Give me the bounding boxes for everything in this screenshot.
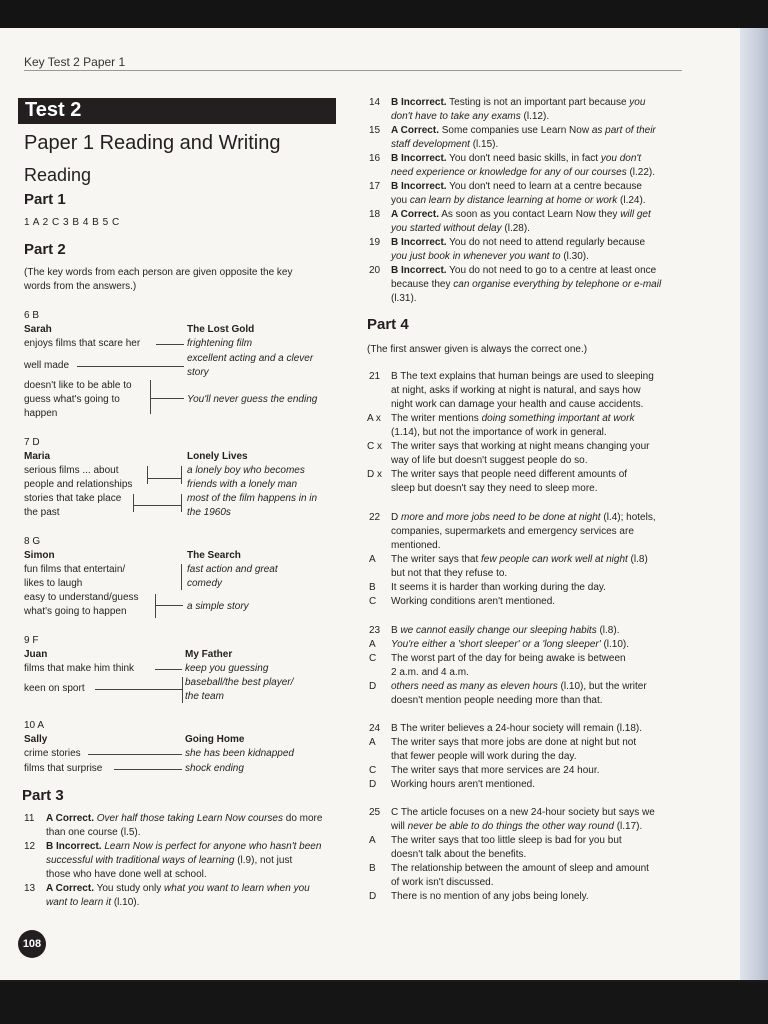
answer-text: (l.30). bbox=[560, 251, 589, 262]
answer-lead: B Incorrect. bbox=[46, 841, 102, 852]
answer-quote: successful with traditional ways of learning bbox=[46, 855, 235, 866]
answer-text: Testing is not an important part because bbox=[446, 97, 630, 108]
film-title: My Father bbox=[185, 649, 233, 660]
connector-line bbox=[114, 769, 182, 770]
answer-line bbox=[391, 250, 589, 263]
answer-line bbox=[391, 138, 498, 151]
answer-lead: A Correct. bbox=[46, 813, 94, 824]
answer-line: C The article focuses on a new 24-hour society but says we bbox=[391, 807, 655, 818]
answer-line: way of life but doesn't suggest people do so. bbox=[391, 455, 588, 466]
connector-line bbox=[155, 669, 182, 670]
question-number: 19 bbox=[369, 237, 381, 248]
answer-line bbox=[391, 152, 641, 165]
answer-line: The worst part of the day for being awake is between bbox=[391, 653, 626, 664]
key-phrase: keen on sport bbox=[24, 683, 85, 694]
question-number: 22 bbox=[369, 512, 381, 523]
answer-text: (l.24). bbox=[617, 195, 646, 206]
part1-heading: Part 1 bbox=[24, 191, 66, 208]
answer-phrase: comedy bbox=[187, 578, 223, 589]
answer-line: those who have done well at school. bbox=[46, 869, 207, 880]
answer-quote: doing something important at work bbox=[481, 413, 635, 424]
answer-text: (l.17). bbox=[613, 821, 643, 832]
answer-line bbox=[391, 222, 530, 235]
answer-lead: B Incorrect. bbox=[391, 97, 447, 108]
person-name: Maria bbox=[24, 451, 51, 462]
answer-line bbox=[391, 412, 634, 425]
option-letter: A bbox=[369, 554, 376, 565]
answer-line: sleep but doesn't say they need to sleep more. bbox=[391, 483, 598, 494]
answer-phrase: most of the film happens in in bbox=[187, 493, 318, 504]
answer-line: The writer says that working at night means changing your bbox=[391, 441, 650, 452]
question-number: 20 bbox=[369, 265, 381, 276]
answer-line bbox=[391, 124, 656, 137]
question-number: 17 bbox=[369, 181, 381, 192]
answer-line: The writer says that people need different amounts of bbox=[391, 469, 628, 480]
answer-phrase: the team bbox=[185, 691, 224, 702]
answer-number: 6 B bbox=[24, 310, 40, 321]
film-title: Going Home bbox=[185, 734, 245, 745]
key-phrase: films that make him think bbox=[24, 663, 135, 674]
question-number: 13 bbox=[24, 883, 36, 894]
answer-line: that fewer people will work during the day. bbox=[391, 751, 577, 762]
answer-quote: others need as many as eleven hours bbox=[391, 681, 558, 692]
answer-text: (l.28). bbox=[501, 223, 530, 234]
answer-line bbox=[46, 882, 310, 895]
bracket-line bbox=[181, 494, 182, 512]
part2-intro-line: words from the answers.) bbox=[24, 281, 137, 292]
answer-line: B The writer believes a 24-hour society will remain (l.18). bbox=[391, 723, 643, 734]
part4-intro: (The first answer given is always the correct one.) bbox=[367, 344, 588, 355]
key-phrase: happen bbox=[24, 408, 58, 419]
answer-text: because they bbox=[391, 279, 454, 290]
question-number: 16 bbox=[369, 153, 381, 164]
answer-line: 2 a.m. and 4 a.m. bbox=[391, 667, 469, 678]
answer-phrase: keep you guessing bbox=[185, 663, 269, 674]
question-number: 12 bbox=[24, 841, 36, 852]
answer-line: doesn't mention people needing more than that. bbox=[391, 695, 603, 706]
answer-quote: Learn Now is perfect for anyone who hasn't been bbox=[104, 841, 322, 852]
answer-quote: what you want to learn when you bbox=[164, 883, 310, 894]
answer-text: You do not need to attend regularly because bbox=[446, 237, 646, 248]
answer-quote: you don't bbox=[600, 153, 642, 164]
answer-quote: Over half those taking Learn Now courses bbox=[96, 813, 283, 824]
scan-bottom-border bbox=[0, 982, 768, 1024]
connector-line bbox=[155, 605, 183, 606]
page-edge bbox=[740, 28, 768, 980]
key-phrase: serious films ... about bbox=[24, 465, 119, 476]
film-title: The Lost Gold bbox=[187, 324, 255, 335]
running-header: Key Test 2 Paper 1 bbox=[24, 55, 126, 69]
answer-line bbox=[391, 236, 645, 249]
answer-phrase: a lonely boy who becomes bbox=[187, 465, 305, 476]
answer-line bbox=[391, 553, 648, 566]
connector-line bbox=[150, 398, 184, 399]
answer-line: There is no mention of any jobs being lonely. bbox=[391, 891, 589, 902]
option-letter: D bbox=[369, 891, 377, 902]
answer-quote: staff development bbox=[391, 139, 470, 150]
answer-line: than one course (l.5). bbox=[46, 827, 141, 838]
connector-line bbox=[88, 754, 182, 755]
answer-line bbox=[391, 278, 661, 291]
person-name: Sarah bbox=[24, 324, 52, 335]
option-letter: C bbox=[369, 653, 377, 664]
key-phrase: enjoys films that scare her bbox=[24, 338, 141, 349]
answer-text: you bbox=[391, 195, 410, 206]
option-letter: B bbox=[369, 863, 376, 874]
answer-text: D bbox=[391, 512, 401, 523]
part2-intro-line: (The key words from each person are given opposite the key bbox=[24, 267, 293, 278]
answer-quote: we cannot easily change our sleeping habits bbox=[400, 625, 597, 636]
key-phrase: guess what's going to bbox=[24, 394, 120, 405]
bracket-line bbox=[133, 494, 134, 512]
answer-lead: A Correct. bbox=[46, 883, 94, 894]
section-heading: Reading bbox=[24, 165, 92, 185]
answer-phrase: baseball/the best player/ bbox=[185, 677, 294, 688]
question-number: 15 bbox=[369, 125, 381, 136]
option-letter: A bbox=[369, 639, 376, 650]
answer-text: (l.9), not just bbox=[234, 855, 293, 866]
answer-text: (l.10). bbox=[600, 639, 630, 650]
key-phrase: stories that take place bbox=[24, 493, 122, 504]
answer-quote: can learn by distance learning at home or work bbox=[409, 195, 618, 206]
answer-text: As soon as you contact Learn Now they bbox=[438, 209, 621, 220]
connector-line bbox=[147, 478, 181, 479]
answer-text: (l.4); hotels, bbox=[600, 512, 656, 523]
question-number: 23 bbox=[369, 625, 381, 636]
key-phrase: films that surprise bbox=[24, 763, 103, 774]
answer-lead: B Incorrect. bbox=[391, 265, 447, 276]
key-phrase: easy to understand/guess bbox=[24, 592, 139, 603]
answer-line bbox=[391, 166, 655, 179]
answer-quote: want to learn it bbox=[46, 897, 112, 908]
answer-text: You don't need to learn at a centre because bbox=[446, 181, 642, 192]
answer-line: It seems it is harder than working during the day. bbox=[391, 582, 606, 593]
answer-number: 8 G bbox=[24, 536, 41, 547]
answer-line bbox=[46, 812, 322, 825]
answer-phrase: excellent acting and a clever bbox=[187, 353, 314, 364]
option-letter: D bbox=[369, 779, 377, 790]
option-letter: A bbox=[369, 737, 376, 748]
question-number: 21 bbox=[369, 371, 381, 382]
answer-quote: will get bbox=[620, 209, 651, 220]
bracket-line bbox=[155, 594, 156, 618]
question-number: 11 bbox=[24, 813, 35, 824]
answer-text: The writer mentions bbox=[391, 413, 482, 424]
key-phrase: crime stories bbox=[24, 748, 81, 759]
answer-phrase: You'll never guess the ending bbox=[187, 394, 318, 405]
question-number: 24 bbox=[369, 723, 381, 734]
answer-line bbox=[391, 96, 645, 109]
answer-text: will bbox=[391, 821, 408, 832]
answer-line: The writer says that more services are 24 hour. bbox=[391, 765, 600, 776]
answer-line bbox=[46, 854, 292, 867]
answer-line: night work can damage your health and cause accidents. bbox=[391, 399, 644, 410]
page-number: 108 bbox=[18, 930, 46, 958]
option-letter: A bbox=[369, 835, 376, 846]
answer-text: (l.10), but the writer bbox=[557, 681, 647, 692]
answer-line: mentioned. bbox=[391, 540, 441, 551]
answer-quote: don't have to take any exams bbox=[391, 111, 521, 122]
answer-text: (l.12). bbox=[520, 111, 550, 122]
key-phrase: likes to laugh bbox=[24, 578, 83, 589]
key-phrase: people and relationships bbox=[24, 479, 133, 490]
answer-line: doesn't talk about the benefits. bbox=[391, 849, 527, 860]
answer-line: B The text explains that human beings are used to sleeping bbox=[391, 371, 654, 382]
answer-line: Working conditions aren't mentioned. bbox=[391, 596, 556, 607]
answer-phrase: fast action and great bbox=[187, 564, 278, 575]
key-phrase: doesn't like to be able to bbox=[24, 380, 132, 391]
answer-line: companies, supermarkets and emergency services are bbox=[391, 526, 634, 537]
answer-line bbox=[46, 896, 139, 909]
part1-answers: 1 A 2 C 3 B 4 B 5 C bbox=[24, 217, 120, 228]
person-name: Juan bbox=[24, 649, 48, 660]
key-phrase: the past bbox=[24, 507, 60, 518]
answer-quote: need experience or knowledge for any of our courses bbox=[391, 167, 627, 178]
answer-lead: B Incorrect. bbox=[391, 153, 447, 164]
answer-quote: as part of their bbox=[591, 125, 656, 136]
answer-line bbox=[391, 194, 646, 207]
answer-text: B bbox=[391, 625, 401, 636]
answer-text: (l.8). bbox=[596, 625, 620, 636]
answer-quote: few people can work well at night bbox=[481, 554, 628, 565]
part3-heading: Part 3 bbox=[22, 787, 64, 804]
answer-line bbox=[391, 264, 656, 277]
answer-line: Working hours aren't mentioned. bbox=[391, 779, 536, 790]
option-letter: C x bbox=[367, 441, 382, 452]
answer-line: at night, asks if working at night is natural, and says how bbox=[391, 385, 641, 396]
answer-number: 7 D bbox=[24, 437, 40, 448]
answer-text: Some companies use Learn Now bbox=[438, 125, 592, 136]
answer-quote: never be able to do things the other way round bbox=[407, 821, 614, 832]
answer-lead: A Correct. bbox=[391, 125, 439, 136]
option-letter: D bbox=[369, 681, 377, 692]
answer-line bbox=[391, 820, 642, 833]
bracket-line bbox=[150, 380, 151, 414]
bracket-line bbox=[181, 466, 182, 484]
answer-number: 9 F bbox=[24, 635, 39, 646]
answer-text: You don't need basic skills, in fact bbox=[446, 153, 601, 164]
question-number: 25 bbox=[369, 807, 381, 818]
answer-text: You study only bbox=[93, 883, 165, 894]
answer-line: The writer says that too little sleep is bad for you but bbox=[391, 835, 622, 846]
answer-line bbox=[391, 624, 619, 637]
part4-heading: Part 4 bbox=[367, 316, 409, 333]
answer-line bbox=[391, 110, 549, 123]
answer-lead: B Incorrect. bbox=[391, 237, 447, 248]
answer-text: (l.15). bbox=[469, 139, 499, 150]
answer-text: (l.10). bbox=[111, 897, 140, 908]
answer-phrase: story bbox=[187, 367, 209, 378]
answer-line bbox=[391, 638, 629, 651]
answer-line bbox=[391, 180, 642, 193]
film-title: Lonely Lives bbox=[187, 451, 248, 462]
film-title: The Search bbox=[187, 550, 241, 561]
answer-text: You do not need to go to a centre at least once bbox=[446, 265, 657, 276]
question-number: 14 bbox=[369, 97, 381, 108]
key-phrase: what's going to happen bbox=[24, 606, 127, 617]
key-phrase: well made bbox=[24, 360, 70, 371]
answer-phrase: a simple story bbox=[187, 601, 249, 612]
option-letter: C bbox=[369, 765, 377, 776]
answer-quote: you just book in whenever you want to bbox=[391, 251, 561, 262]
answer-phrase: the 1960s bbox=[187, 507, 231, 518]
answer-quote: more and more jobs need to be done at night bbox=[401, 512, 601, 523]
answer-line bbox=[391, 680, 647, 693]
answer-line: The relationship between the amount of sleep and amount bbox=[391, 863, 649, 874]
answer-quote: You're either a 'short sleeper' or a 'long sleeper' bbox=[391, 639, 601, 650]
answer-line bbox=[46, 840, 321, 853]
bracket-line bbox=[147, 466, 148, 484]
connector-line bbox=[133, 505, 181, 506]
answer-phrase: she has been kidnapped bbox=[185, 748, 294, 759]
bracket-line bbox=[182, 677, 183, 703]
answer-text: (l.22). bbox=[626, 167, 656, 178]
paper-title: Paper 1 Reading and Writing bbox=[24, 132, 281, 154]
connector-line bbox=[95, 689, 182, 690]
option-letter: A x bbox=[367, 413, 381, 424]
option-letter: B bbox=[369, 582, 376, 593]
answer-line: of work isn't discussed. bbox=[391, 877, 494, 888]
person-name: Sally bbox=[24, 734, 48, 745]
answer-line: but not that they refuse to. bbox=[391, 568, 508, 579]
connector-line bbox=[156, 344, 184, 345]
header-rule bbox=[24, 70, 682, 71]
bracket-line bbox=[181, 564, 182, 590]
person-name: Simon bbox=[24, 550, 55, 561]
answer-quote: you bbox=[629, 97, 646, 108]
key-phrase: fun films that entertain/ bbox=[24, 564, 126, 575]
scan-top-border bbox=[0, 0, 768, 30]
connector-line bbox=[77, 366, 184, 367]
answer-line bbox=[391, 208, 651, 221]
option-letter: D x bbox=[367, 469, 382, 480]
answer-quote: you started without delay bbox=[391, 223, 502, 234]
answer-line: The writer says that more jobs are done at night but not bbox=[391, 737, 637, 748]
answer-line: (l.31). bbox=[391, 293, 417, 304]
answer-text: (l.8) bbox=[627, 554, 648, 565]
answer-line bbox=[391, 511, 656, 524]
question-number: 18 bbox=[369, 209, 381, 220]
part2-heading: Part 2 bbox=[24, 241, 66, 258]
answer-quote: can organise everything by telephone or e-mail bbox=[453, 279, 662, 290]
test-title: Test 2 bbox=[18, 98, 336, 124]
answer-lead: A Correct. bbox=[391, 209, 439, 220]
answer-line: (1.14), but not the importance of work in general. bbox=[391, 427, 607, 438]
answer-number: 10 A bbox=[24, 720, 45, 731]
answer-phrase: frightening film bbox=[187, 338, 253, 349]
option-letter: C bbox=[369, 596, 377, 607]
answer-lead: B Incorrect. bbox=[391, 181, 447, 192]
answer-text: The writer says that bbox=[391, 554, 482, 565]
answer-phrase: friends with a lonely man bbox=[187, 479, 298, 490]
answer-phrase: shock ending bbox=[185, 763, 244, 774]
answer-text: do more bbox=[282, 813, 323, 824]
